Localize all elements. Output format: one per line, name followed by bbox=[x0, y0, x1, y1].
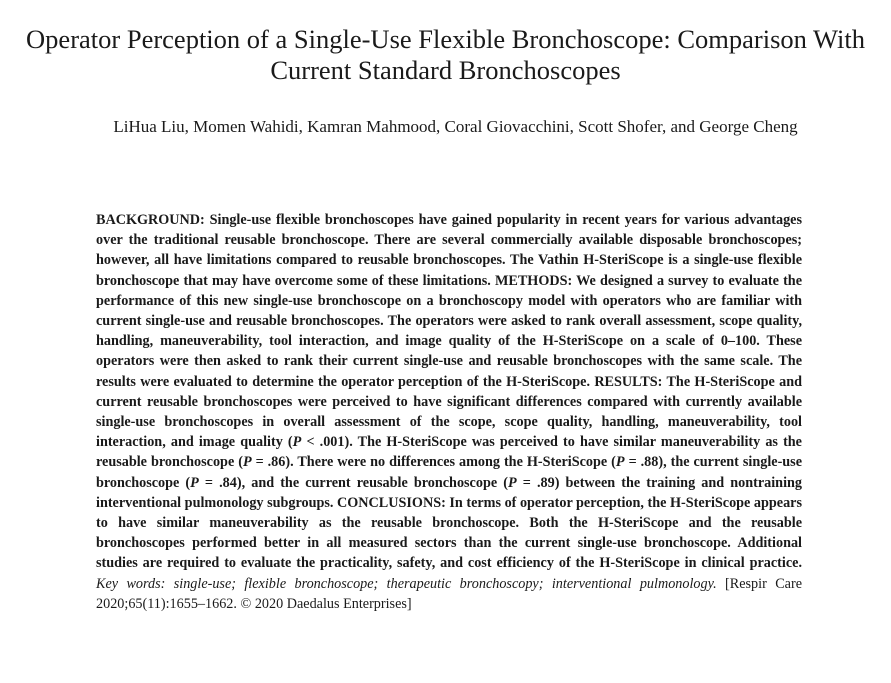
methods-text: We designed a survey to evaluate the performance of this new single-use bronchoscope on a bronchoscopy model with operators who are familiar with current single-use and reusable bronchoscopes. The operators were asked to rank overall assessment, scope quality, handling, maneuverability, tool interaction, and image quality of the H-SteriScope on a scale of 0–100. These operators were then asked to rank their current single-use and reusable bronchoscopes with the same scale. The results were evaluated to determine the operator perception of the H-SteriScope. bbox=[96, 272, 802, 390]
results-text: = .84), and the current reusable bronchoscope ( bbox=[198, 474, 508, 491]
p-value-symbol: P bbox=[242, 454, 252, 471]
results-text: < .001). The H-SteriScope was perceived to have similar maneuverability as the reusable bronchoscope ( bbox=[96, 434, 802, 471]
section-label-background: BACKGROUND: bbox=[96, 212, 205, 228]
results-text: = .86). There were no differences among the H-SteriScope ( bbox=[251, 454, 616, 471]
p-value-symbol: P bbox=[292, 434, 302, 451]
citation: [Respir Care 2020;65(11):1655–1662. © 2020 Daedalus Enterprises] bbox=[96, 575, 802, 612]
p-value-symbol: P bbox=[507, 474, 517, 491]
keywords-text: single-use; flexible bronchoscope; therapeutic bronchoscopy; interventional pulmonology. bbox=[165, 575, 717, 592]
background-text: Single-use flexible bronchoscopes have gained popularity in recent years for various advantages over the traditional reusable bronchoscope. There are several commercially available disposable bronchoscopes; however, all have limitations compared to reusable bronchoscopes. The Vathin H-SteriScope is a single-use flexible bronchoscope that may have overcome some of these limitations. bbox=[96, 212, 802, 289]
results-text: The H-SteriScope and current reusable bronchoscopes were perceived to have significant differences compared with currently available single-use bronchoscopes in overall assessment of the scope, scope quality, handling, maneuverability, tool interaction, and image quality ( bbox=[96, 373, 802, 451]
section-label-conclusions: CONCLUSIONS: bbox=[333, 494, 446, 511]
author-list: LiHua Liu, Momen Wahidi, Kamran Mahmood, Coral Giovacchini, Scott Shofer, and George Cheng bbox=[113, 117, 798, 136]
section-label-results: RESULTS: bbox=[590, 373, 663, 390]
paper-title: Operator Perception of a Single-Use Flexible Bronchoscope: Comparison With Current Standard Bronchoscopes bbox=[26, 24, 865, 85]
abstract bbox=[96, 210, 802, 614]
section-label-methods: METHODS: bbox=[490, 272, 573, 289]
p-value-symbol: P bbox=[190, 474, 199, 491]
conclusions-text: In terms of operator perception, the H-SteriScope appears to have similar maneuverability as the reusable bronchoscope. Both the H-SteriScope and the reusable bronchoscopes performed better in all measured sectors than the current single-use bronchoscope. Additional studies are required to evaluate the practicality, safety, and cost efficiency of the H-SteriScope in clinical practice. bbox=[96, 494, 802, 572]
results-text: = .89) between the training and nontraining interventional pulmonology subgroups. bbox=[96, 474, 802, 511]
p-value-symbol: P bbox=[615, 454, 625, 471]
keywords-label: Key words: bbox=[96, 575, 166, 592]
results-text: = .88), the current single-use bronchoscope ( bbox=[96, 454, 802, 491]
